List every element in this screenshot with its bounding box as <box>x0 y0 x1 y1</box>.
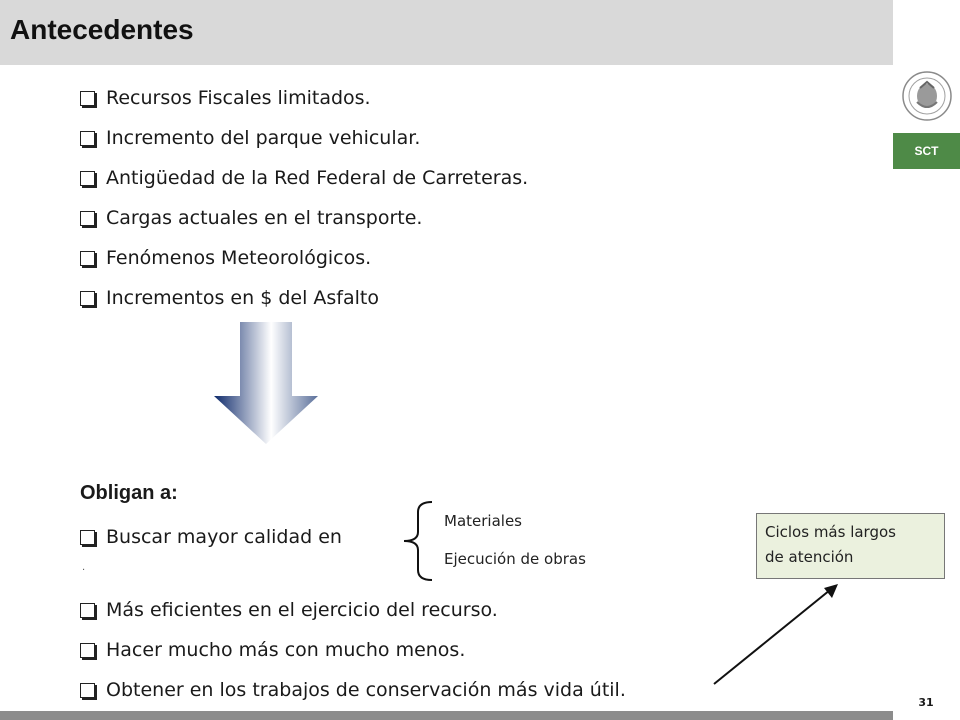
list-item <box>80 198 528 238</box>
checkbox-bullet-icon <box>80 603 95 618</box>
obligan-list <box>80 590 626 710</box>
list-item <box>80 630 626 670</box>
list-item <box>80 78 528 118</box>
checkbox-bullet-icon <box>80 530 95 545</box>
list-item <box>80 238 528 278</box>
mexico-coat-of-arms-icon <box>900 66 954 126</box>
option-ejecucion: Ejecución de obras <box>444 550 586 568</box>
checkbox-bullet-icon <box>80 251 95 266</box>
checkbox-bullet-icon <box>80 211 95 226</box>
checkbox-bullet-icon <box>80 643 95 658</box>
list-item-text: Obtener en los trabajos de conservación más vida útil. <box>106 679 626 701</box>
list-item-text: Hacer mucho más con mucho menos. <box>106 639 466 661</box>
checkbox-bullet-icon <box>80 683 95 698</box>
list-item <box>80 158 528 198</box>
checkbox-bullet-icon <box>80 91 95 106</box>
page-number: 31 <box>918 696 934 709</box>
bottom-bar <box>0 711 893 720</box>
list-item-text: Cargas actuales en el transporte. <box>106 207 423 229</box>
list-item-text: Antigüedad de la Red Federal de Carreteras. <box>106 167 529 189</box>
list-item-text: Incrementos en $ del Asfalto <box>106 287 379 309</box>
list-item-text: Incremento del parque vehicular. <box>106 127 421 149</box>
page-title: Antecedentes <box>10 14 194 45</box>
checkbox-bullet-icon <box>80 291 95 306</box>
curly-brace-icon <box>400 500 438 582</box>
checkbox-bullet-icon <box>80 171 95 186</box>
list-item-text: Más eficientes en el ejercicio del recurso. <box>106 599 498 621</box>
antecedentes-list <box>80 78 528 318</box>
buscar-item <box>80 526 342 548</box>
checkbox-bullet-icon <box>80 131 95 146</box>
callout-line-2: de atención <box>765 548 854 566</box>
list-item <box>80 278 528 318</box>
list-item <box>80 670 626 710</box>
down-arrow-icon <box>210 320 322 448</box>
list-item-text: Recursos Fiscales limitados. <box>106 87 371 109</box>
callout-line-1: Ciclos más largos <box>765 523 896 541</box>
list-item-text: Fenómenos Meteorológicos. <box>106 247 372 269</box>
option-materiales: Materiales <box>444 512 522 530</box>
pointer-arrow-icon <box>700 580 850 690</box>
callout-box <box>756 513 945 579</box>
list-item <box>80 590 626 630</box>
obligan-heading: Obligan a: <box>80 482 178 504</box>
buscar-text: Buscar mayor calidad en <box>106 526 342 548</box>
sct-badge: SCT <box>893 133 960 169</box>
list-item <box>80 118 528 158</box>
stray-dot: . <box>82 562 86 573</box>
